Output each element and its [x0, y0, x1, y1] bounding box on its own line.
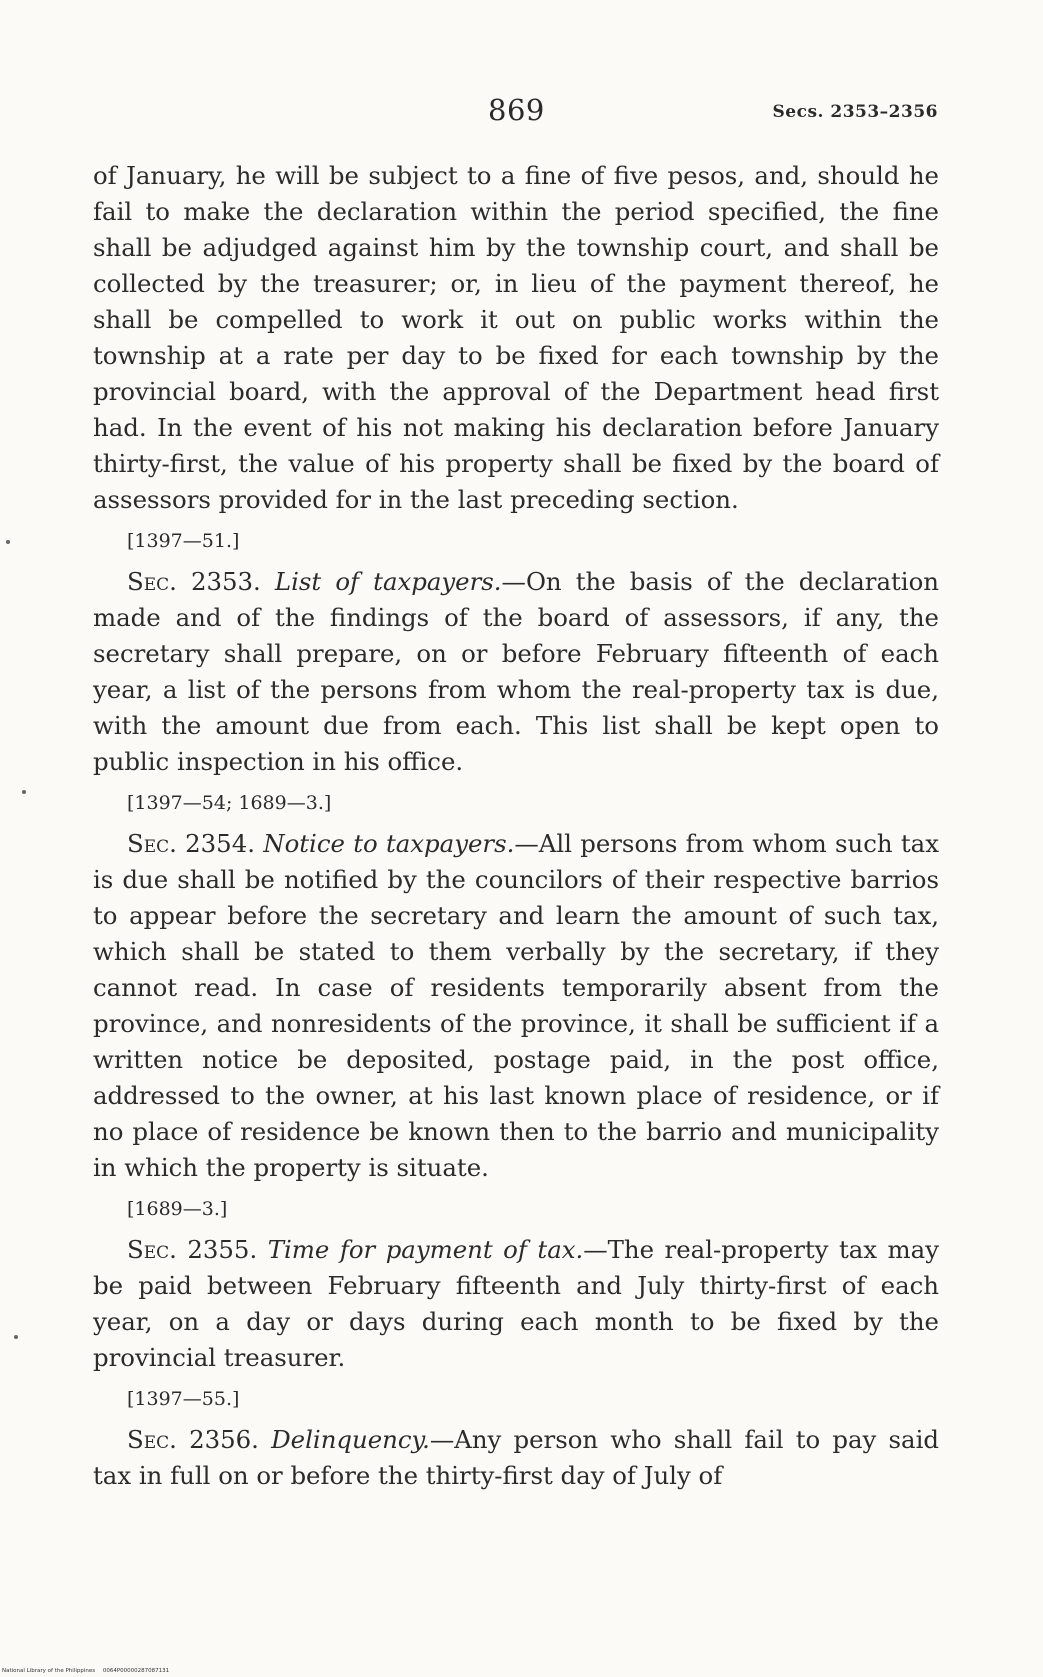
- section-catchline: List of taxpayers.: [274, 567, 502, 596]
- citation: [1397—51.]: [127, 530, 240, 552]
- scan-footer: [2, 1668, 169, 1674]
- continued-paragraph: of January, he will be subject to a fine of five pesos, and, should he fail to make the declaration within the period specified, the fine shall be adjudged against him by the township court, and shall be collected by the treasurer; or, in lieu of the payment thereof, he shall be compelled to work it out on public works within the township at a rate per day to be fixed for each township by the provincial board, with the approval of the Department head first had. In the event of his not making his declaration before January thirty-first, the value of his property shall be fixed by the board of assessors provided for in the last preceding section.: [93, 161, 939, 514]
- section-2355: [93, 1232, 939, 1376]
- section-text: —All persons from whom such tax is due shall be notified by the councilors of their respective barrios to appear before the secretary and learn the amount of such tax, which shall be stated to them verbally by the secretary, if they cannot read. In case of residents temporarily absent from the province, and nonresidents of the province, it shall be sufficient if a written notice be deposited, postage paid, in the post office, addressed to the owner, at his last known place of residence, or if no place of residence be known then to the barrio and municipality in which the property is situate.: [93, 829, 939, 1182]
- page-header: [0, 93, 1043, 133]
- page-number: 869: [488, 93, 545, 127]
- citation: [1689—3.]: [127, 1198, 228, 1220]
- margin-mark: [6, 540, 10, 544]
- section-catchline: Delinquency.: [271, 1425, 430, 1454]
- section-text: —The real-property tax may be paid between February fifteenth and July thirty-first of each year, on a day or days during each month to be fixed by the provincial treasurer.: [93, 1235, 939, 1372]
- citation: [1397—54; 1689—3.]: [127, 792, 332, 814]
- section-label: Sec. 2353.: [127, 567, 261, 596]
- citation: [1397—55.]: [127, 1388, 240, 1410]
- margin-mark: [14, 1335, 18, 1339]
- running-head-sections: Secs. 2353–2356: [772, 102, 938, 122]
- section-label: Sec. 2356.: [127, 1425, 259, 1454]
- footer-library: National Library of the Philippines: [2, 1668, 96, 1674]
- section-label: Sec. 2355.: [127, 1235, 258, 1264]
- section-text: —Any person who shall fail to pay said tax in full on or before the thirty-first day of July of: [93, 1425, 939, 1490]
- section-label: Sec. 2354.: [127, 829, 255, 858]
- section-text: —On the basis of the declaration made and of the findings of the board of assessors, if any, the secretary shall prepare, on or before February fifteenth of each year, a list of the persons from whom the real-property tax is due, with the amount due from each. This list shall be kept open to public inspection in his office.: [93, 567, 939, 776]
- footer-code: 0064P00000287087131: [102, 1668, 170, 1674]
- margin-mark: [22, 790, 26, 794]
- body-text: [93, 158, 939, 1494]
- section-catchline: Time for payment of tax.: [267, 1235, 584, 1264]
- section-2354: [93, 826, 939, 1186]
- section-catchline: Notice to taxpayers.: [263, 829, 515, 858]
- section-2353: [93, 564, 939, 780]
- section-2356: [93, 1422, 939, 1494]
